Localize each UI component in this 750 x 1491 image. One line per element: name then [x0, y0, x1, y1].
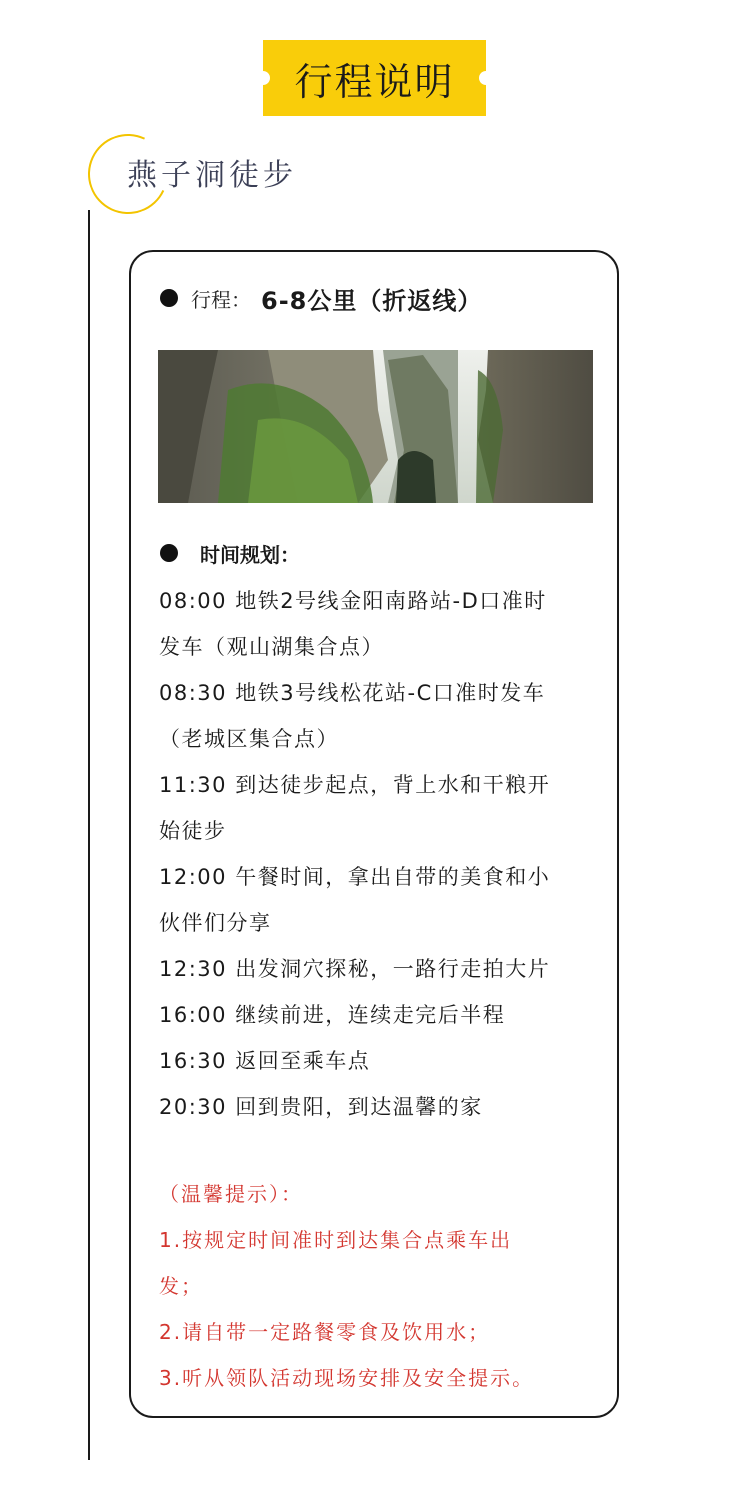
bullet-dot-icon: [160, 289, 178, 307]
route-label: 行程：: [191, 287, 251, 312]
tips-heading: （温馨提示）：: [159, 1182, 303, 1206]
timeline-line: [88, 210, 90, 1460]
page-title: 行程说明: [294, 59, 455, 104]
schedule-line: 16:00 继续前进，连续走完后半程: [159, 1003, 506, 1027]
schedule-line: 08:30 地铁3号线松花站-C口准时发车: [159, 681, 546, 705]
schedule-line: 20:30 回到贵阳，到达温馨的家: [159, 1095, 483, 1119]
schedule-line: 发车（观山湖集合点）: [159, 635, 384, 659]
schedule-line: 11:30 到达徒步起点，背上水和干粮开: [159, 773, 551, 797]
schedule-line: 12:00 午餐时间，拿出自带的美食和小: [159, 865, 551, 889]
section-title: 燕子洞徒步: [127, 158, 297, 193]
schedule-row: [160, 537, 300, 569]
tip-line: 3.听从领队活动现场安排及安全提示。: [159, 1366, 535, 1390]
bullet-dot-icon: [160, 544, 178, 562]
title-banner: [263, 40, 486, 116]
tip-line: 1.按规定时间准时到达集合点乘车出: [159, 1228, 513, 1252]
schedule-line: 伙伴们分享: [159, 911, 272, 935]
tips-list: [159, 1171, 599, 1401]
schedule-line: 16:30 返回至乘车点: [159, 1049, 371, 1073]
route-value: 6-8公里（折返线）: [261, 286, 483, 315]
canyon-photo: [158, 350, 593, 503]
schedule-line: （老城区集合点）: [159, 727, 339, 751]
route-row: [160, 280, 482, 316]
tip-line: 发；: [159, 1274, 203, 1298]
schedule-line: 12:30 出发洞穴探秘，一路行走拍大片: [159, 957, 551, 981]
schedule-line: 始徒步: [159, 819, 227, 843]
tip-line: 2.请自带一定路餐零食及饮用水；: [159, 1320, 491, 1344]
schedule-line: 08:00 地铁2号线金阳南路站-D口准时: [159, 589, 547, 613]
schedule-list: [159, 578, 599, 1130]
schedule-label: 时间规划：: [200, 542, 300, 567]
